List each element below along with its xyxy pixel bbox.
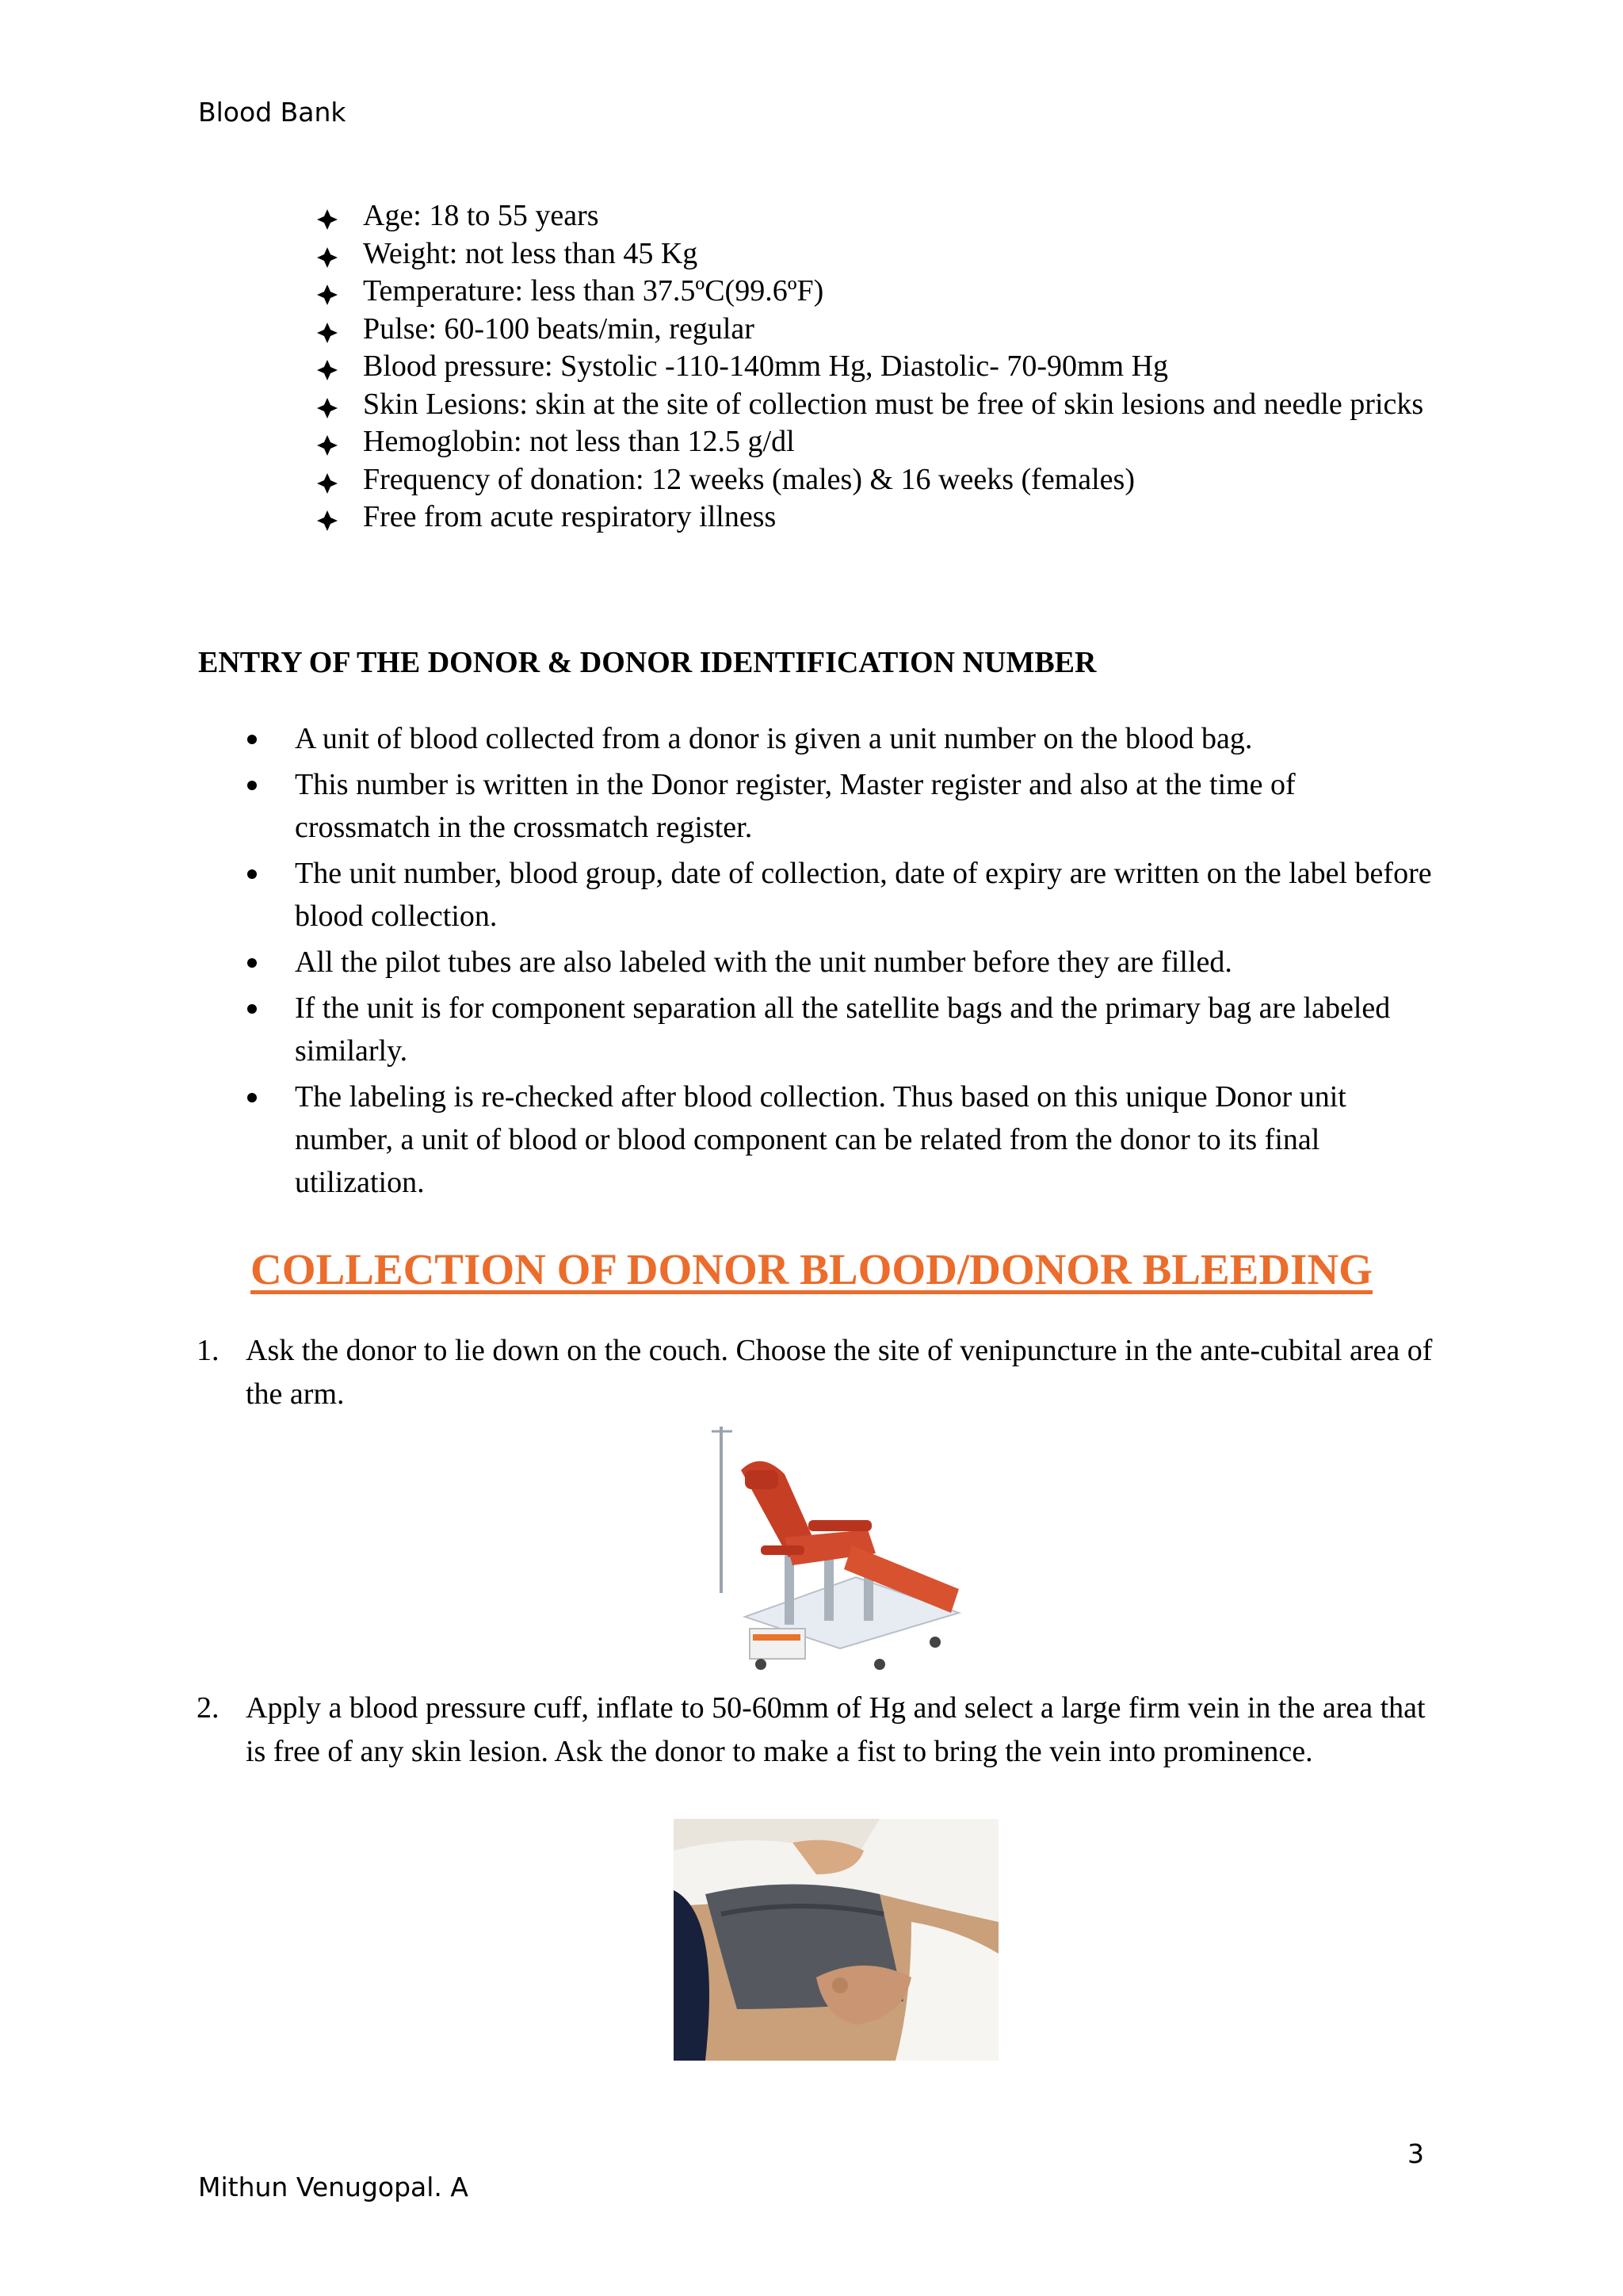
diamond-bullet-icon: [317, 285, 338, 305]
list-item-text: All the pilot tubes are also labeled with the unit number before they are filled.: [295, 946, 1232, 979]
list-item-text: A unit of blood collected from a donor is given a unit number on the blood bag.: [295, 722, 1253, 755]
diamond-bullet-icon: [317, 209, 338, 230]
criteria-text: Age: 18 to 55 years: [363, 199, 599, 232]
page-header: Blood Bank: [198, 97, 346, 128]
list-item: [247, 852, 1436, 938]
donor-entry-list: [247, 717, 1436, 1207]
list-item: [247, 717, 1436, 760]
donor-criteria-list: [317, 197, 1442, 537]
blood-pressure-cuff-image: [674, 1819, 999, 2061]
list-item: [317, 461, 1442, 499]
list-item: [317, 499, 1442, 537]
list-item: [317, 348, 1442, 386]
list-item: [317, 311, 1442, 349]
list-item-text: The unit number, blood group, date of collection, date of expiry are written on the label before blood collection.: [295, 857, 1432, 933]
list-item-text: If the unit is for component separation all the satellite bags and the primary bag are labeled similarly.: [295, 991, 1391, 1068]
step-item: [197, 1687, 1433, 1774]
bullet-icon: [247, 735, 257, 744]
criteria-text: Frequency of donation: 12 weeks (males) & 16 weeks (females): [363, 462, 1135, 496]
page-footer-author: Mithun Venugopal. A: [198, 2172, 468, 2202]
diamond-bullet-icon: [317, 398, 338, 418]
donor-chair-image: [697, 1427, 1014, 1684]
list-item: [247, 987, 1436, 1072]
step-text: Ask the donor to lie down on the couch. Choose the site of venipuncture in the ante-cubital area of the arm.: [246, 1334, 1433, 1411]
section-title-collection: COLLECTION OF DONOR BLOOD/DONOR BLEEDING: [250, 1245, 1373, 1293]
diamond-bullet-icon: [317, 510, 338, 531]
list-item: [317, 235, 1442, 273]
collection-steps-list: [197, 1329, 1433, 1416]
list-item: [247, 941, 1436, 984]
diamond-bullet-icon: [317, 473, 338, 494]
bullet-icon: [247, 958, 257, 968]
list-item-text: The labeling is re-checked after blood collection. Thus based on this unique Donor unit number, a unit of blood or blood component can be related from the donor to its final utilization.: [295, 1080, 1346, 1199]
diamond-bullet-icon: [317, 360, 338, 380]
section-heading-donor-entry: ENTRY OF THE DONOR & DONOR IDENTIFICATION NUMBER: [198, 646, 1097, 679]
step-number: 1.: [197, 1334, 220, 1367]
list-item: [317, 423, 1442, 461]
list-item: [317, 197, 1442, 235]
bullet-icon: [247, 1093, 257, 1102]
bullet-icon: [247, 781, 257, 790]
criteria-text: Skin Lesions: skin at the site of collection must be free of skin lesions and needle pricks: [363, 387, 1424, 421]
list-item: [317, 386, 1442, 424]
criteria-text: Blood pressure: Systolic -110-140mm Hg, Diastolic- 70-90mm Hg: [363, 350, 1169, 383]
criteria-text: Free from acute respiratory illness: [363, 500, 777, 533]
bullet-icon: [247, 1004, 257, 1014]
step-item: [197, 1329, 1433, 1416]
list-item: [317, 273, 1442, 311]
list-item: [247, 1075, 1436, 1204]
page-number: 3: [1407, 2138, 1424, 2169]
diamond-bullet-icon: [317, 247, 338, 268]
diamond-bullet-icon: [317, 323, 338, 343]
list-item: [247, 763, 1436, 849]
step-number: 2.: [197, 1691, 220, 1725]
criteria-text: Pulse: 60-100 beats/min, regular: [363, 311, 754, 346]
criteria-text: Weight: not less than 45 Kg: [363, 236, 698, 270]
list-item-text: This number is written in the Donor register, Master register and also at the time of crossmatch in the crossmatch register.: [295, 768, 1296, 844]
bullet-icon: [247, 869, 257, 879]
diamond-bullet-icon: [317, 435, 338, 456]
step-text: Apply a blood pressure cuff, inflate to 50-60mm of Hg and select a large firm vein in the area that is free of any skin lesion. Ask the donor to make a fist to bring the vein into prominence.: [246, 1691, 1426, 1768]
criteria-text: Hemoglobin: not less than 12.5 g/dl: [363, 425, 795, 458]
criteria-text: Temperature: less than 37.5ºC(99.6ºF): [363, 274, 824, 308]
